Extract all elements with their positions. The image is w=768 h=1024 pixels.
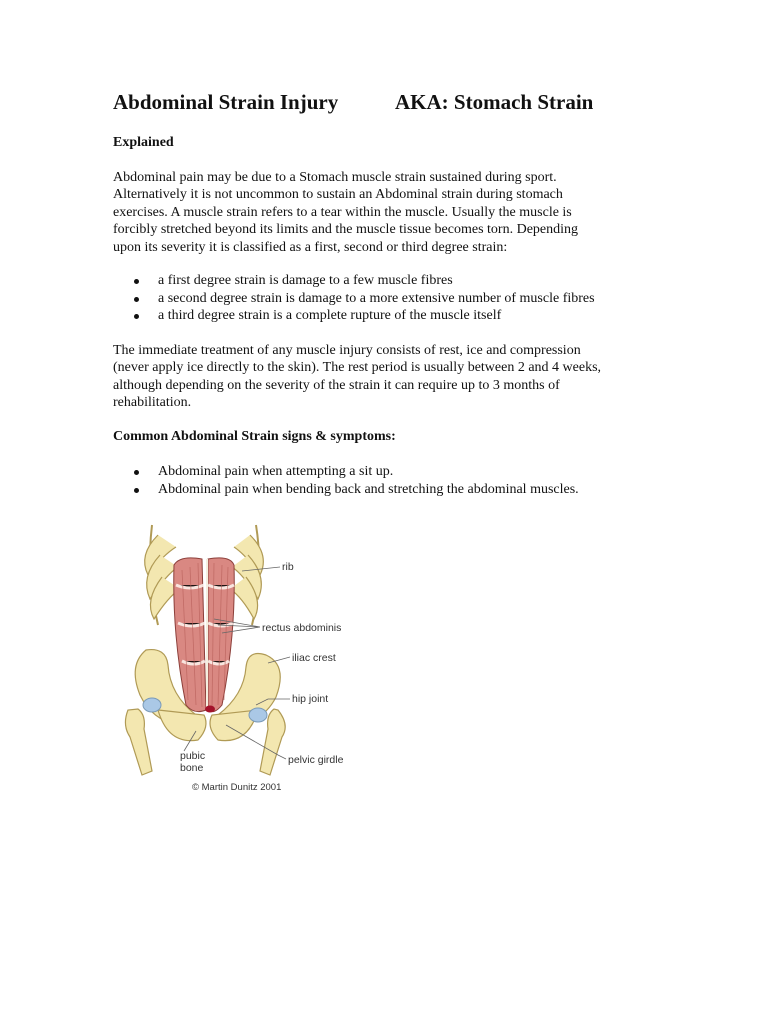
section-heading-symptoms: Common Abdominal Strain signs & symptoms: <box>113 429 396 444</box>
bullet-icon <box>134 279 139 284</box>
injury-site-marker <box>205 706 215 713</box>
strain-degree-list <box>113 272 595 325</box>
bullet-icon <box>134 297 139 302</box>
paragraph-line: The immediate treatment of any muscle injury consists of rest, ice and compression <box>113 343 581 358</box>
label-hip-joint: hip joint <box>292 693 329 705</box>
rib-cage-illustration <box>145 525 264 625</box>
rectus-abdominis-illustration <box>174 558 235 713</box>
list-item-text: Abdominal pain when bending back and stretching the abdominal muscles. <box>158 481 579 497</box>
title-main: Abdominal Strain Injury <box>113 90 339 114</box>
label-pubic-bone-line1: pubic <box>180 750 206 762</box>
label-pelvic-girdle: pelvic girdle <box>288 754 344 766</box>
label-rib: rib <box>282 561 294 573</box>
list-item <box>113 481 579 499</box>
page-title <box>113 90 594 115</box>
list-item-text: Abdominal pain when attempting a sit up. <box>158 464 394 479</box>
section-heading-explained: Explained <box>113 135 174 150</box>
label-rectus-abdominis: rectus abdominis <box>262 622 342 634</box>
list-item <box>113 463 579 481</box>
paragraph-line: Alternatively it is not uncommon to sustain an Abdominal strain during stomach <box>113 187 563 203</box>
list-item <box>113 307 595 325</box>
paragraph-line: Abdominal pain may be due to a Stomach muscle strain sustained during sport. <box>113 170 557 185</box>
bullet-icon <box>134 314 139 319</box>
symptoms-list <box>113 463 579 498</box>
list-item-text: a first degree strain is damage to a few muscle fibres <box>158 273 453 288</box>
paragraph-line: exercises. A muscle strain refers to a tear within the muscle. Usually the muscle is <box>113 204 572 220</box>
list-item-text: a second degree strain is damage to a more extensive number of muscle fibres <box>158 290 595 306</box>
label-pubic-bone-line2: bone <box>180 762 204 774</box>
paragraph-line: although depending on the severity of the strain it can require up to 3 months of <box>113 377 560 393</box>
paragraph-explained <box>113 169 653 256</box>
figure-copyright: © Martin Dunitz 2001 <box>192 782 282 793</box>
paragraph-line: forcibly stretched beyond its limits and the muscle tissue becomes torn. Depending <box>113 222 579 238</box>
bullet-icon <box>134 470 139 475</box>
title-aka: AKA: Stomach Strain <box>395 90 594 114</box>
bullet-icon <box>134 488 139 493</box>
label-iliac-crest: iliac crest <box>292 652 336 664</box>
list-item <box>113 272 595 290</box>
paragraph-line: (never apply ice directly to the skin). The rest period is usually between 2 and 4 weeks, <box>113 360 602 376</box>
paragraph-treatment <box>113 342 653 412</box>
paragraph-line: upon its severity it is classified as a first, second or third degree strain: <box>113 239 508 255</box>
abdominal-anatomy-figure <box>118 515 418 805</box>
list-item <box>113 290 595 308</box>
paragraph-line: rehabilitation. <box>113 395 192 411</box>
list-item-text: a third degree strain is a complete rupture of the muscle itself <box>158 308 502 323</box>
